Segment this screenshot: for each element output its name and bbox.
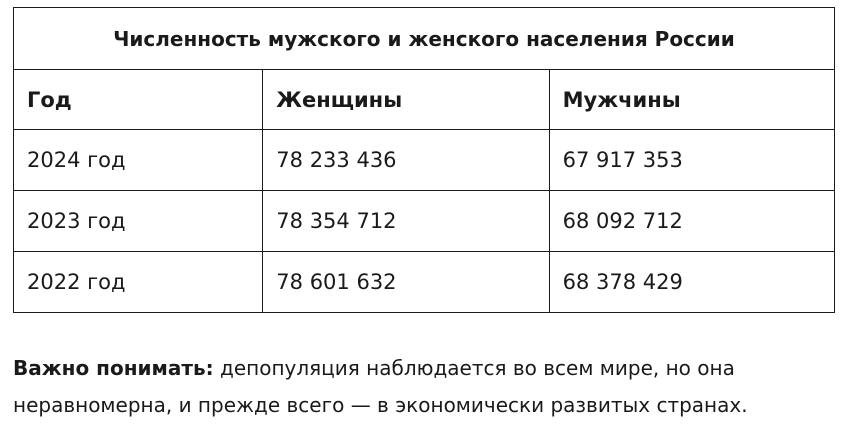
header-year: Год [14, 70, 263, 130]
cell-year: 2024 год [14, 130, 263, 191]
note-text: депопуляция наблюдается во всем мире, но она неравномерна, и прежде всего — в экономически развитых странах. [13, 356, 748, 417]
population-table [13, 7, 835, 313]
header-men: Мужчины [549, 70, 834, 130]
cell-women: 78 601 632 [263, 252, 549, 313]
table-caption-row [14, 8, 835, 70]
table-header-row [14, 70, 835, 130]
population-table-container [13, 7, 835, 313]
cell-year: 2022 год [14, 252, 263, 313]
table-row [14, 130, 835, 191]
table-row [14, 191, 835, 252]
table-row [14, 252, 835, 313]
cell-men: 68 092 712 [549, 191, 834, 252]
cell-year: 2023 год [14, 191, 263, 252]
cell-women: 78 354 712 [263, 191, 549, 252]
cell-men: 67 917 353 [549, 130, 834, 191]
note-paragraph [13, 350, 835, 424]
cell-men: 68 378 429 [549, 252, 834, 313]
table-title: Численность мужского и женского населения России [14, 8, 835, 70]
note-lead: Важно понимать: [13, 356, 214, 380]
cell-women: 78 233 436 [263, 130, 549, 191]
header-women: Женщины [263, 70, 549, 130]
